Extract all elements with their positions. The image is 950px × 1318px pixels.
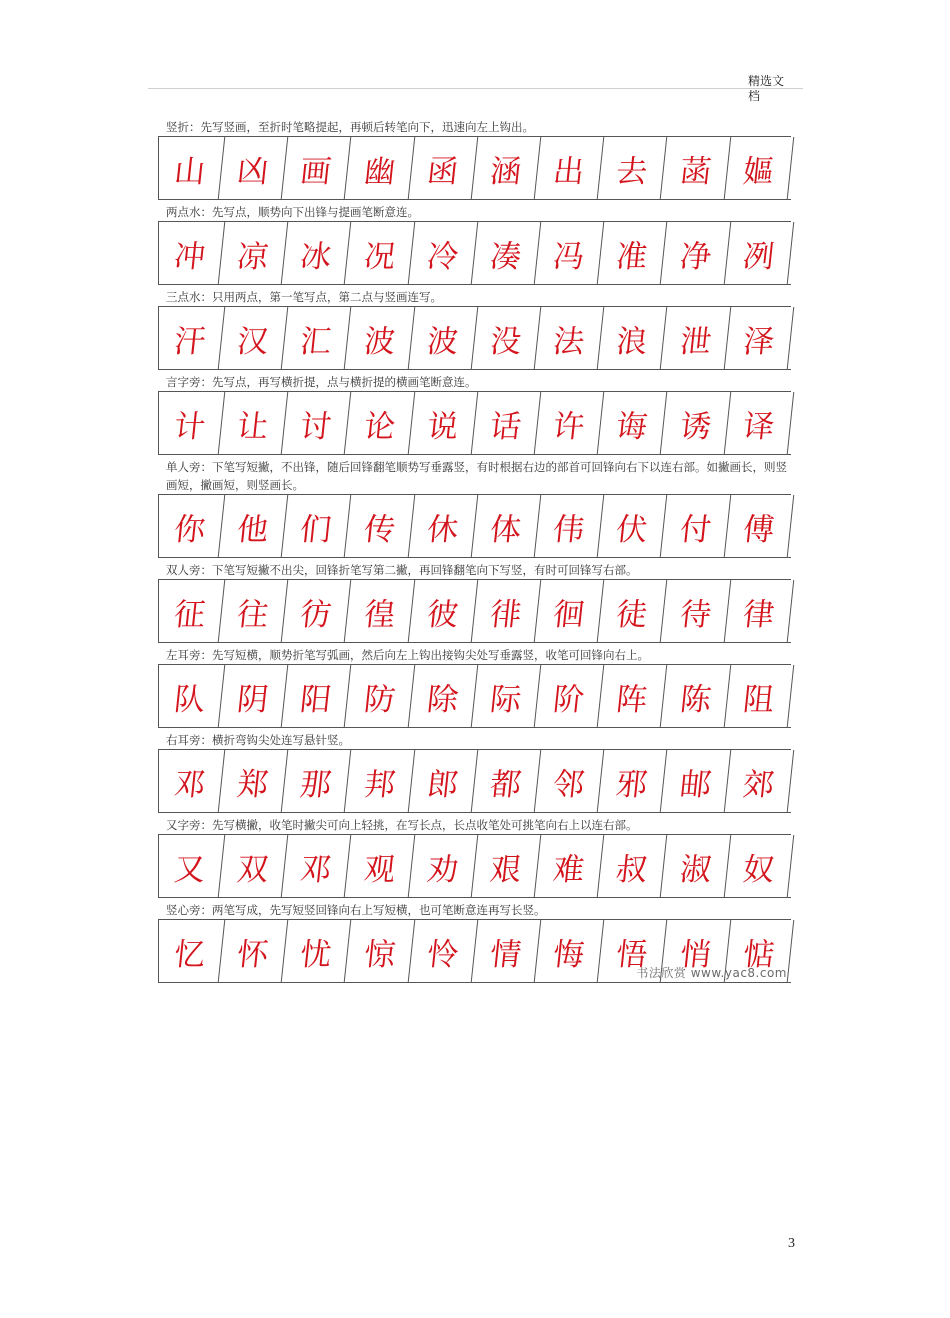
header-label: 精选文档 [748, 74, 785, 103]
character-grid [158, 391, 791, 455]
section-caption: 竖折：先写竖画，至折时笔略提起，再顿后转笔向下，迅速向左上钩出。 [166, 120, 534, 134]
character-cell: 译 [725, 392, 795, 454]
character-cell: 阵 [598, 665, 668, 727]
character-cell: 涵 [472, 137, 542, 199]
character-cell: 都 [472, 750, 542, 812]
character-cell: 山 [156, 137, 226, 199]
character-cell: 幽 [345, 137, 415, 199]
character-cell: 征 [156, 580, 226, 642]
character-cell: 郊 [725, 750, 795, 812]
practice-row [158, 579, 791, 643]
practice-row [158, 136, 791, 200]
practice-row [158, 494, 791, 558]
section-caption: 竖心旁：两笔写成，先写短竖回锋向右上写短横，也可笔断意连再写长竖。 [166, 903, 546, 917]
character-cell: 冽 [725, 222, 795, 284]
character-cell: 奴 [725, 835, 795, 897]
character-cell: 波 [345, 307, 415, 369]
section-caption: 又字旁：先写横撇，收笔时撇尖可向上轻挑，在写长点，长点收笔处可挑笔向右上以连右部。 [166, 818, 638, 832]
character-cell: 许 [535, 392, 605, 454]
character-cell: 郎 [409, 750, 479, 812]
character-cell: 际 [472, 665, 542, 727]
practice-row [158, 221, 791, 285]
character-cell: 忧 [282, 920, 352, 982]
section-caption: 三点水：只用两点，第一笔写点，第二点与竖画连写。 [166, 290, 442, 304]
character-cell: 彼 [409, 580, 479, 642]
character-cell: 徒 [598, 580, 668, 642]
character-cell: 汉 [219, 307, 289, 369]
character-cell: 情 [472, 920, 542, 982]
character-cell: 艰 [472, 835, 542, 897]
character-cell: 傅 [725, 495, 795, 557]
character-cell: 菡 [661, 137, 731, 199]
character-cell: 冰 [282, 222, 352, 284]
character-cell: 律 [725, 580, 795, 642]
character-cell: 邮 [661, 750, 731, 812]
character-cell: 付 [661, 495, 731, 557]
character-cell: 没 [472, 307, 542, 369]
character-cell: 论 [345, 392, 415, 454]
character-cell: 泄 [661, 307, 731, 369]
character-cell: 邻 [535, 750, 605, 812]
character-cell: 画 [282, 137, 352, 199]
character-cell: 浪 [598, 307, 668, 369]
character-cell: 法 [535, 307, 605, 369]
character-cell: 陈 [661, 665, 731, 727]
character-cell: 悔 [535, 920, 605, 982]
character-cell: 队 [156, 665, 226, 727]
character-cell: 双 [219, 835, 289, 897]
character-cell: 徘 [472, 580, 542, 642]
practice-row [158, 749, 791, 813]
character-cell: 汇 [282, 307, 352, 369]
section-caption: 两点水：先写点，顺势向下出锋与提画笔断意连。 [166, 205, 419, 219]
character-cell: 冲 [156, 222, 226, 284]
character-cell: 阴 [219, 665, 289, 727]
character-cell: 出 [535, 137, 605, 199]
character-cell: 冷 [409, 222, 479, 284]
character-cell: 你 [156, 495, 226, 557]
character-cell: 体 [472, 495, 542, 557]
character-cell: 淑 [661, 835, 731, 897]
watermark: 书法欣赏 www.yac8.com [636, 966, 787, 980]
character-cell: 计 [156, 392, 226, 454]
section-caption: 双人旁：下笔写短撇不出尖，回锋折笔写第二撇，再回锋翻笔向下写竖，有时可回锋写右部。 [166, 563, 638, 577]
practice-row [158, 391, 791, 455]
character-cell: 忆 [156, 920, 226, 982]
character-cell: 话 [472, 392, 542, 454]
character-cell: 那 [282, 750, 352, 812]
character-cell: 怜 [409, 920, 479, 982]
character-grid [158, 494, 791, 558]
section-caption: 言字旁：先写点，再写横折提，点与横折提的横画笔断意连。 [166, 375, 477, 389]
character-cell: 说 [409, 392, 479, 454]
character-grid [158, 834, 791, 898]
character-cell: 防 [345, 665, 415, 727]
practice-row [158, 664, 791, 728]
character-cell: 况 [345, 222, 415, 284]
practice-row [158, 834, 791, 898]
character-cell: 悟 [598, 920, 668, 982]
page-number: 3 [788, 1236, 795, 1251]
character-cell: 劝 [409, 835, 479, 897]
character-cell: 阳 [282, 665, 352, 727]
practice-row [158, 306, 791, 370]
character-cell: 诱 [661, 392, 731, 454]
character-cell: 徊 [535, 580, 605, 642]
practice-row [158, 919, 791, 983]
character-cell: 嫗 [725, 137, 795, 199]
character-cell: 汗 [156, 307, 226, 369]
character-grid [158, 136, 791, 200]
character-cell: 邦 [345, 750, 415, 812]
character-cell: 阻 [725, 665, 795, 727]
character-cell: 除 [409, 665, 479, 727]
header-rule [148, 88, 803, 89]
character-cell: 诲 [598, 392, 668, 454]
character-cell: 叔 [598, 835, 668, 897]
character-cell: 净 [661, 222, 731, 284]
character-cell: 往 [219, 580, 289, 642]
character-cell: 难 [535, 835, 605, 897]
character-cell: 休 [409, 495, 479, 557]
character-cell: 彷 [282, 580, 352, 642]
character-cell: 悄 [661, 920, 731, 982]
character-cell: 他 [219, 495, 289, 557]
character-cell: 泽 [725, 307, 795, 369]
character-cell: 观 [345, 835, 415, 897]
calligraphy-worksheet [158, 118, 791, 986]
character-grid [158, 221, 791, 285]
character-cell: 凉 [219, 222, 289, 284]
character-cell: 邓 [282, 835, 352, 897]
character-cell: 阶 [535, 665, 605, 727]
character-cell: 又 [156, 835, 226, 897]
section-caption: 单人旁：下笔写短撇，不出锋，随后回锋翻笔顺势写垂露竖，有时根据右边的部首可回锋向右下以连右部。如撇画长，则竖画短，撇画短，则竖画长。 [166, 460, 787, 492]
character-cell: 函 [409, 137, 479, 199]
character-cell: 讨 [282, 392, 352, 454]
character-cell: 惊 [345, 920, 415, 982]
character-cell: 凑 [472, 222, 542, 284]
character-cell: 伏 [598, 495, 668, 557]
character-cell: 冯 [535, 222, 605, 284]
character-cell: 待 [661, 580, 731, 642]
character-cell: 伟 [535, 495, 605, 557]
character-cell: 们 [282, 495, 352, 557]
character-cell: 怀 [219, 920, 289, 982]
character-cell: 邪 [598, 750, 668, 812]
character-grid [158, 579, 791, 643]
character-cell: 邓 [156, 750, 226, 812]
character-cell: 徨 [345, 580, 415, 642]
character-cell: 凶 [219, 137, 289, 199]
section-caption: 左耳旁：先写短横，顺势折笔写弧画，然后向左上钩出接钩尖处写垂露竖，收笔可回锋向右上。 [166, 648, 649, 662]
character-grid [158, 306, 791, 370]
character-grid [158, 664, 791, 728]
character-grid [158, 749, 791, 813]
character-cell: 去 [598, 137, 668, 199]
character-cell: 让 [219, 392, 289, 454]
character-cell: 郑 [219, 750, 289, 812]
character-cell: 波 [409, 307, 479, 369]
character-cell: 惦 [725, 920, 795, 982]
section-caption: 右耳旁：横折弯钩尖处连写悬针竖。 [166, 733, 350, 747]
character-cell: 传 [345, 495, 415, 557]
character-cell: 准 [598, 222, 668, 284]
